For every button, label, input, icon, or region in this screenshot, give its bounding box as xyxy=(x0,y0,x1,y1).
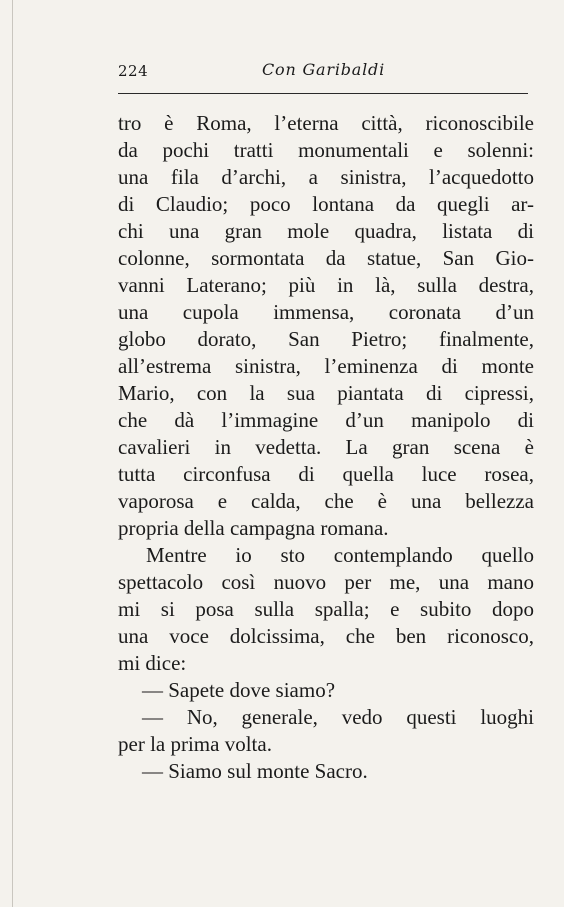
text-line: vanni Laterano; più in là, sulla destra, xyxy=(118,273,534,297)
text-line: Mentre io sto contemplando quello xyxy=(146,543,534,567)
text-line: chi una gran mole quadra, listata di xyxy=(118,219,534,243)
dialog-line: — Sapete dove siamo? xyxy=(142,678,336,702)
dialog-line: — Siamo sul monte Sacro. xyxy=(142,759,368,783)
text-line: spettacolo così nuovo per me, una mano xyxy=(118,570,534,594)
text-line: una voce dolcissima, che ben riconosco, xyxy=(118,624,534,648)
text-line: per la prima volta. xyxy=(118,732,272,756)
text-line: cavalieri in vedetta. La gran scena è xyxy=(118,435,534,459)
page-edge xyxy=(12,0,13,907)
page-header xyxy=(118,58,528,88)
text-line: tutta circonfusa di quella luce rosea, xyxy=(118,462,534,486)
text-line: all’estrema sinistra, l’eminenza di monte xyxy=(118,354,534,378)
text-line: da pochi tratti monumentali e solenni: xyxy=(118,138,534,162)
page-number: 224 xyxy=(118,62,149,80)
text-line: colonne, sormontata da statue, San Gio- xyxy=(118,246,534,270)
text-line: Mario, con la sua piantata di cipressi, xyxy=(118,381,534,405)
text-line: mi si posa sulla spalla; e subito dopo xyxy=(118,597,534,621)
text-line: propria della campagna romana. xyxy=(118,516,389,540)
text-line: mi dice: xyxy=(118,651,187,675)
text-line: tro è Roma, l’eterna città, riconoscibile xyxy=(118,111,534,135)
dialog-line: — No, generale, vedo questi luoghi xyxy=(142,705,534,729)
header-rule xyxy=(118,93,528,94)
text-line: di Claudio; poco lontana da quegli ar- xyxy=(118,192,534,216)
running-title: Con Garibaldi xyxy=(262,60,386,79)
body-text xyxy=(118,110,534,785)
text-line: una cupola immensa, coronata d’un xyxy=(118,300,534,324)
text-line: una fila d’archi, a sinistra, l’acquedotto xyxy=(118,165,534,189)
text-line: vaporosa e calda, che è una bellezza xyxy=(118,489,534,513)
text-line: globo dorato, San Pietro; finalmente, xyxy=(118,327,534,351)
text-line: che dà l’immagine d’un manipolo di xyxy=(118,408,534,432)
